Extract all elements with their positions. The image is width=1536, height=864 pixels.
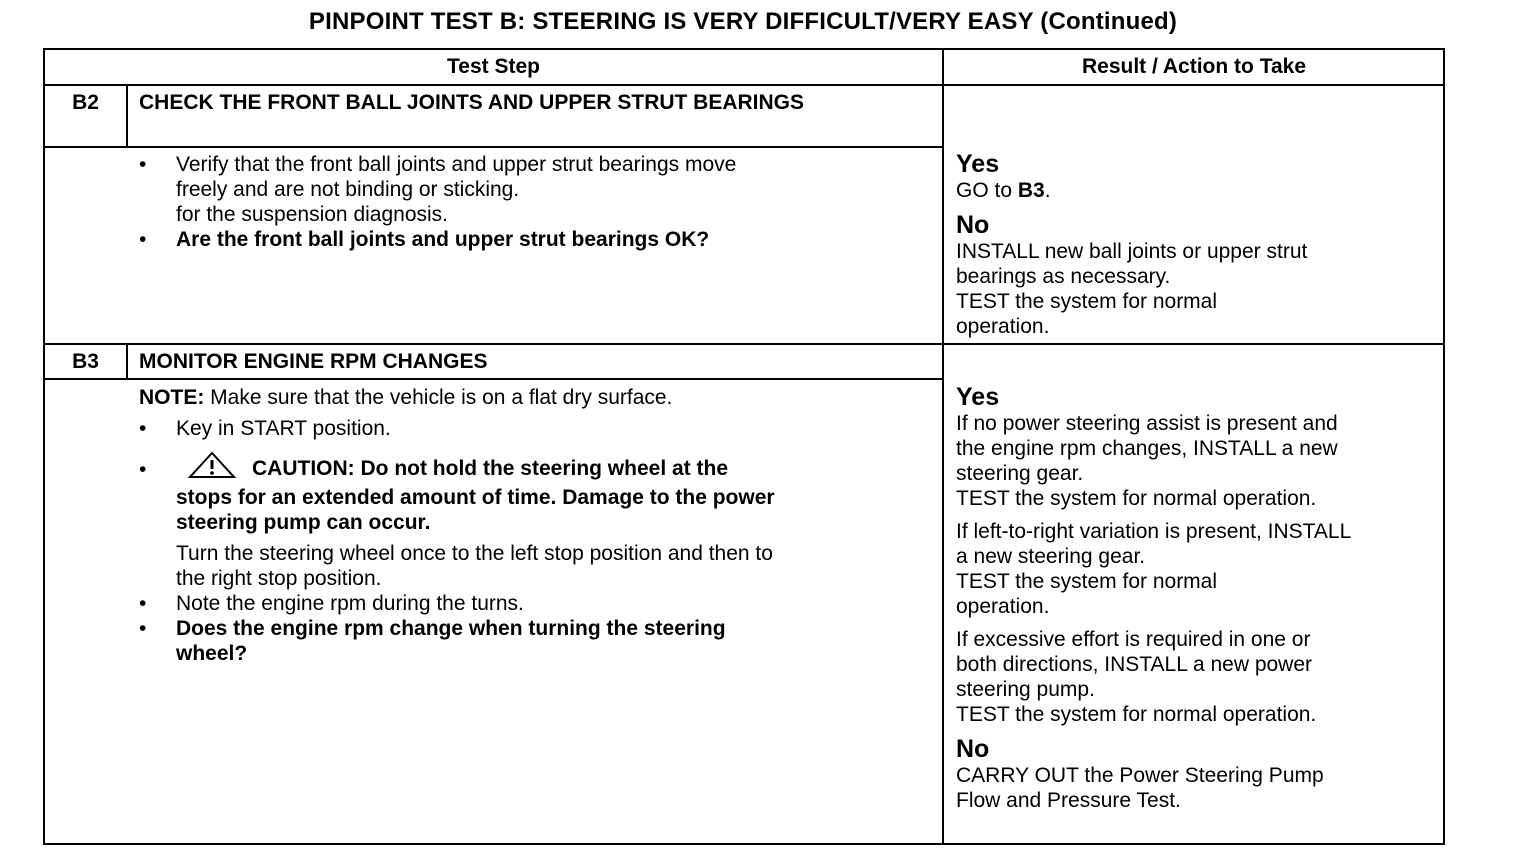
b3-instructions <box>139 385 929 666</box>
bullet: • <box>139 458 147 481</box>
result-no-line: bearings as necessary. <box>956 265 1171 288</box>
list-item <box>139 152 929 227</box>
result-line: If no power steering assist is present and <box>956 412 1338 435</box>
step-id-b2: B2 <box>72 91 99 114</box>
id-divider-b3 <box>126 343 128 380</box>
list-item <box>139 591 929 616</box>
result-line: If left-to-right variation is present, INSTALL <box>956 520 1352 543</box>
list-item <box>139 451 929 591</box>
bullet: • <box>139 228 147 251</box>
result-no-line: TEST the system for normal <box>956 290 1218 313</box>
result-no-label: No <box>956 735 990 763</box>
header-test-step: Test Step <box>447 55 540 78</box>
caution-line <box>176 451 929 485</box>
b2-bullet1-line: freely and are not binding or sticking. <box>176 178 520 201</box>
b2-bullet1-line: for the suspension diagnosis. <box>176 203 449 226</box>
b2-title-divider <box>43 146 943 148</box>
yes-paragraph-1 <box>956 411 1440 511</box>
b2-instructions <box>139 152 929 252</box>
goto-b3-link[interactable]: B3 <box>1017 179 1045 202</box>
result-line: both directions, INSTALL a new power <box>956 653 1313 676</box>
result-no-line: INSTALL new ball joints or upper strut <box>956 240 1308 263</box>
result-yes-label: Yes <box>956 383 1000 411</box>
yes-go-text: GO to <box>956 179 1018 202</box>
b2-question: Are the front ball joints and upper strut bearings OK? <box>176 228 710 251</box>
row-divider <box>43 343 1445 345</box>
result-line: a new steering gear. <box>956 545 1146 568</box>
note-label: NOTE: <box>139 386 205 409</box>
bullet: • <box>139 617 147 640</box>
b3-title-divider <box>43 378 943 380</box>
id-divider-b2 <box>126 84 128 148</box>
result-line: operation. <box>956 595 1050 618</box>
b3-question-line: Does the engine rpm change when turning the steering <box>176 617 726 640</box>
result-yes-action <box>956 178 1436 203</box>
result-no-line: Flow and Pressure Test. <box>956 789 1181 812</box>
result-line: TEST the system for normal operation. <box>956 703 1317 726</box>
b3-question-line: wheel? <box>176 642 248 665</box>
turn-line: the right stop position. <box>176 567 382 590</box>
bullet: • <box>139 592 147 615</box>
bullet: • <box>139 417 147 440</box>
header-divider <box>43 84 1445 86</box>
result-yes-label: Yes <box>956 150 1000 178</box>
b3-bullet3: Note the engine rpm during the turns. <box>176 592 524 615</box>
result-no-line: CARRY OUT the Power Steering Pump <box>956 764 1324 787</box>
caution-text: CAUTION: Do not hold the steering wheel at the <box>252 457 729 480</box>
b3-bullet1: Key in START position. <box>176 417 391 440</box>
list-item <box>139 227 929 252</box>
yes-go-end: . <box>1044 179 1051 202</box>
result-line: TEST the system for normal <box>956 570 1218 593</box>
b2-bullet1-line: Verify that the front ball joints and upper strut bearings move <box>176 153 737 176</box>
result-no-label: No <box>956 211 990 239</box>
bullet: • <box>139 153 147 176</box>
step-title-b2: CHECK THE FRONT BALL JOINTS AND UPPER STRUT BEARINGS <box>139 91 805 114</box>
b3-results <box>956 383 1440 813</box>
step-title-b3: MONITOR ENGINE RPM CHANGES <box>139 350 488 373</box>
result-line: TEST the system for normal operation. <box>956 487 1317 510</box>
result-no-line: operation. <box>956 315 1050 338</box>
result-line: steering pump. <box>956 678 1095 701</box>
step-id-b3: B3 <box>72 350 99 373</box>
warning-triangle-icon <box>186 451 238 485</box>
list-item <box>139 616 929 666</box>
yes-paragraph-3 <box>956 627 1440 727</box>
yes-paragraph-2 <box>956 519 1440 619</box>
caution-line: steering pump can occur. <box>176 511 431 534</box>
turn-instruction <box>176 541 929 591</box>
result-line: If excessive effort is required in one or <box>956 628 1311 651</box>
page-title: PINPOINT TEST B: STEERING IS VERY DIFFICULT/VERY EASY (Continued) <box>308 8 1178 35</box>
header-result-action: Result / Action to Take <box>1081 55 1307 78</box>
caution-line: stops for an extended amount of time. Damage to the power <box>176 486 775 509</box>
note <box>139 385 929 410</box>
list-item <box>139 416 929 441</box>
note-text: Make sure that the vehicle is on a flat dry surface. <box>204 386 673 409</box>
column-divider <box>942 48 944 845</box>
result-line: the engine rpm changes, INSTALL a new <box>956 437 1338 460</box>
turn-line: Turn the steering wheel once to the left stop position and then to <box>176 542 773 565</box>
b2-results <box>956 150 1436 339</box>
result-line: steering gear. <box>956 462 1084 485</box>
